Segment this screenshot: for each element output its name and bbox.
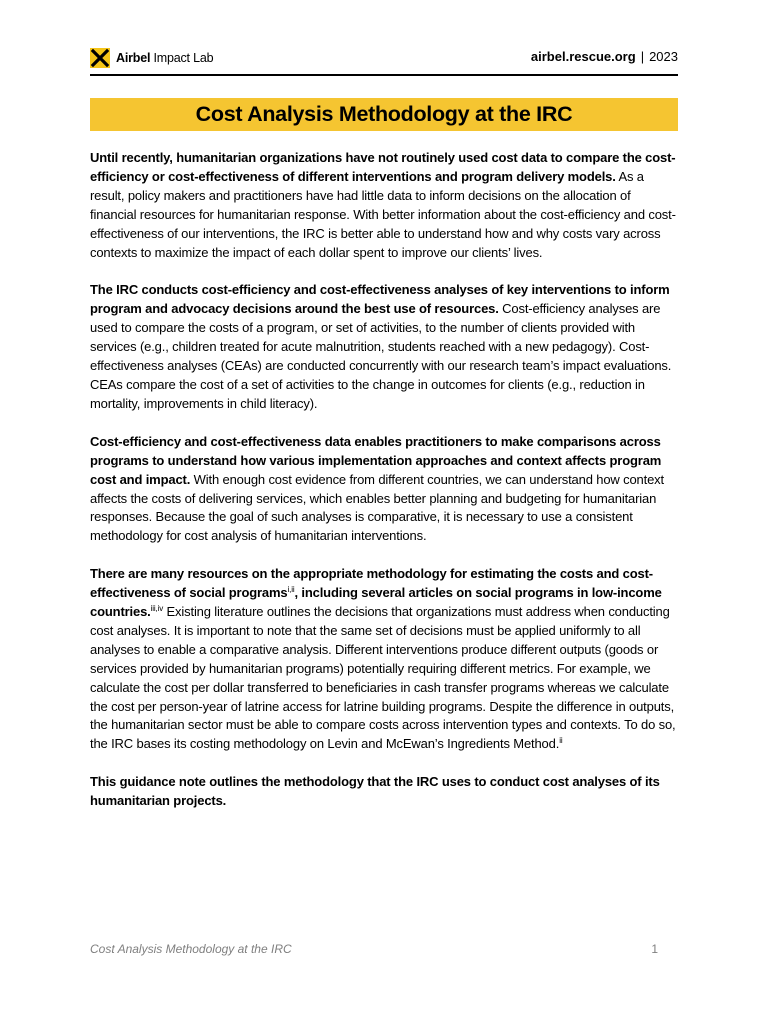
paragraph-2-text: Cost-efficiency analyses are used to compare the costs of a program, or set of activities, to the number of clients provided with services (e.g., children treated for acute malnutrition, students reached with a new pedagogy). Cost-effectiveness analyses (CEAs) are conducted concurrently with our research team’s impact evaluations. CEAs compare the cost of a set of activities to the change in outcomes for clients (e.g., reduction in mortality, improvements in child literacy). — [90, 301, 672, 411]
paragraph-2 — [90, 281, 678, 413]
footnote-ref-b: iii,iv — [150, 604, 164, 614]
footer-title: Cost Analysis Methodology at the IRC — [90, 942, 292, 956]
site-info — [531, 49, 678, 64]
brand-logo — [90, 48, 213, 68]
paragraph-1-lead: Until recently, humanitarian organizations have not routinely used cost data to compare the cost-efficiency or cost-effectiveness of different interventions and program delivery models. — [90, 150, 676, 184]
paragraph-1 — [90, 149, 678, 262]
footnote-ref-c: ii — [559, 736, 563, 746]
title-banner — [90, 98, 678, 131]
paragraph-4 — [90, 565, 678, 754]
page-footer — [90, 942, 658, 956]
site-year: 2023 — [649, 49, 678, 64]
page-header — [90, 44, 678, 72]
paragraph-1-text: As a result, policy makers and practitioners have had little data to inform decisions on the allocation of financial resources for humanitarian response. With better information about the cost-efficiency and cost-effectiveness of our interventions, the IRC is better able to understand how and why costs vary across contexts to maximize the impact of each dollar spent to improve our clients’ lives. — [90, 168, 676, 260]
paragraph-4-lead-a: There are many resources on the appropriate methodology for estimating the costs and cost-effectiveness of social programs — [90, 566, 653, 601]
page-number: 1 — [651, 942, 658, 956]
paragraph-4-lead-b: , including several articles on social programs in low-income countries. — [90, 585, 662, 620]
brand-name — [116, 51, 213, 65]
site-separator: | — [640, 49, 645, 64]
paragraph-3-text: With enough cost evidence from different countries, we can understand how context affects the costs of delivering services, which enables better planning and budgeting for humanitarian responses. Because the goal of such analyses is comparative, it is necessary to use a consistent methodology for cost analysis of humanitarian interventions. — [90, 471, 664, 544]
page-title: Cost Analysis Methodology at the IRC — [195, 102, 573, 126]
document-body — [90, 149, 678, 830]
header-divider — [90, 74, 678, 76]
site-domain: airbel.rescue.org — [530, 49, 636, 64]
paragraph-3 — [90, 433, 678, 546]
brand-name-bold: Airbel — [116, 51, 151, 65]
paragraph-3-lead: Cost-efficiency and cost-effectiveness data enables practitioners to make comparisons across programs to understand how various implementation approaches and context affects program cost and impact. — [90, 433, 662, 487]
paragraph-2-lead: The IRC conducts cost-efficiency and cost-effectiveness analyses of key interventions to inform program and advocacy decisions around the best use of resources. — [90, 282, 670, 317]
paragraph-4-text: Existing literature outlines the decisions that organizations must address when conducting cost analyses. It is important to note that the same set of decisions must be applied uniformly to all analyses to enable a comparative analysis. Different interventions produce different outputs (goods or services provided by humanitarian programs) potentially requiring different metrics. For example, we calculate the cost per dollar transferred to beneficiaries in cash transfer programs whereas we calculate the cost per person-year of latrine access for latrine building programs. Despite the difference in outputs, the humanitarian sector must be able to compare costs across intervention types and contexts. To do so, the IRC bases its costing methodology on Levin and McEwan’s Ingredients Method. — [90, 604, 676, 752]
brand-name-rest: Impact Lab — [150, 51, 214, 65]
paragraph-5-lead: This guidance note outlines the methodology that the IRC uses to conduct cost analyses of its humanitarian projects. — [90, 774, 660, 809]
airbel-x-logo-icon — [90, 48, 110, 68]
paragraph-5 — [90, 773, 678, 811]
footnote-ref-a: i,ii — [287, 585, 295, 595]
